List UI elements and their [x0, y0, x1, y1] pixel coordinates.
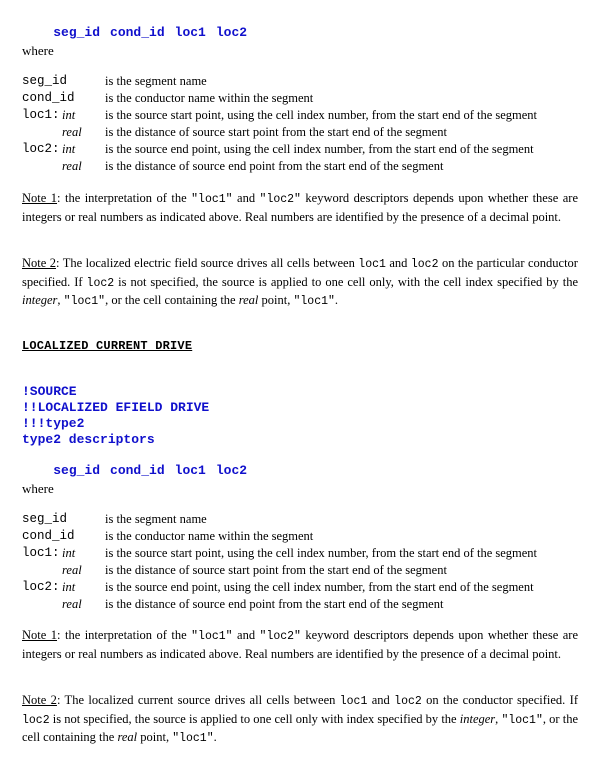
- column-loc1: loc1: [174, 25, 206, 40]
- note-text: , or the cell containing the: [105, 293, 239, 307]
- code-token: loc1: [339, 695, 368, 708]
- note-2-paragraph: [22, 255, 578, 311]
- definition-desc: is the segment name: [105, 74, 207, 88]
- note-label: Note 1: [22, 628, 58, 642]
- definition-desc: is the source start point, using the cell index number, from the start end of the segment: [105, 546, 538, 560]
- column-cond-id: cond_id: [110, 25, 165, 40]
- note-text: , or the cell containing the: [22, 711, 578, 744]
- definition-term: loc2:: [22, 580, 60, 594]
- note-1-paragraph: [22, 190, 578, 225]
- definition-row: [22, 124, 592, 141]
- definition-subtype: real: [62, 597, 82, 611]
- code-token: loc1: [358, 258, 386, 271]
- definition-desc: is the source end point, using the cell index number, from the start end of the segment: [105, 580, 534, 594]
- definition-term: seg_id: [22, 512, 68, 526]
- definition-desc: is the distance of source end point from the start end of the segment: [105, 159, 444, 173]
- note-text: .: [213, 730, 217, 744]
- code-token: "loc1": [191, 193, 233, 206]
- definition-row: [22, 141, 592, 158]
- definition-desc: is the segment name: [105, 512, 207, 526]
- note-text: keyword descriptors depends upon whether these are integers or real numbers as indicated above. Real numbers are identified by the presence of a decimal point.: [22, 191, 578, 224]
- note-text: : The localized current source drives all cells between: [56, 693, 340, 707]
- where-label: where: [22, 43, 54, 58]
- column-seg-id: seg_id: [53, 25, 101, 40]
- code-line-source: !SOURCE: [22, 384, 77, 399]
- definition-row: [22, 579, 592, 596]
- code-token: "loc2": [259, 193, 301, 206]
- column-seg-id: seg_id: [53, 463, 101, 478]
- code-token: loc2: [394, 695, 422, 708]
- code-token: loc2: [22, 713, 50, 727]
- emphasis-text: integer: [22, 293, 58, 307]
- emphasis-text: real: [117, 730, 138, 744]
- code-token: loc2: [86, 276, 115, 290]
- note-2-paragraph: [22, 692, 578, 748]
- definition-desc: is the source start point, using the cell index number, from the start end of the segment: [105, 108, 538, 122]
- note-text: point,: [258, 293, 294, 307]
- definition-term: loc1:: [22, 546, 60, 560]
- definition-desc: is the distance of source start point from the start end of the segment: [105, 563, 447, 577]
- definition-term: loc2:: [22, 142, 60, 156]
- column-cond-id: cond_id: [110, 463, 165, 478]
- section-heading: LOCALIZED CURRENT DRIVE: [22, 339, 193, 353]
- note-label: Note 1: [22, 191, 58, 205]
- definition-desc: is the distance of source end point from the start end of the segment: [105, 597, 444, 611]
- definition-desc: is the conductor name within the segment: [105, 91, 314, 105]
- note-text: : the interpretation of the: [57, 628, 192, 642]
- syntax-columns: [22, 448, 257, 493]
- note-text: on the conductor specified. If: [421, 693, 578, 707]
- note-text: .: [334, 293, 339, 307]
- code-token: "loc2": [259, 630, 301, 643]
- definition-subtype: int: [62, 580, 76, 594]
- column-loc1: loc1: [174, 463, 206, 478]
- emphasis-text: real: [238, 293, 259, 307]
- note-text: on the particular conductor specified. If: [22, 256, 578, 289]
- note-label: Note 2: [22, 256, 57, 270]
- definition-subtype: int: [62, 108, 76, 122]
- definition-term: loc1:: [22, 108, 60, 122]
- definition-row: [22, 107, 592, 124]
- code-line-descriptors: type2 descriptors: [22, 432, 155, 447]
- code-token: "loc1": [501, 713, 543, 727]
- note-text: and: [367, 693, 395, 707]
- definition-row: [22, 528, 592, 545]
- note-text: and: [385, 256, 411, 270]
- column-loc2: loc2: [215, 463, 248, 478]
- code-token: "loc1": [172, 732, 214, 745]
- definition-list: [22, 73, 592, 175]
- definition-row: [22, 562, 592, 579]
- code-token: "loc1": [63, 295, 106, 308]
- definition-desc: is the conductor name within the segment: [105, 529, 314, 543]
- definition-desc: is the source end point, using the cell index number, from the start end of the segment: [105, 142, 534, 156]
- code-token: "loc1": [293, 295, 335, 308]
- code-token: "loc1": [191, 630, 233, 643]
- note-text: keyword descriptors depends upon whether these are integers or real numbers as indicated above. Real numbers are identified by the presence of a decimal point.: [22, 628, 578, 661]
- note-text: and: [232, 191, 260, 205]
- definition-row: [22, 511, 592, 528]
- definition-row: [22, 90, 592, 107]
- definition-term: cond_id: [22, 529, 75, 543]
- definition-subtype: real: [62, 125, 82, 139]
- note-text: ,: [57, 293, 64, 307]
- definition-row: [22, 596, 592, 613]
- note-1-paragraph: [22, 627, 578, 662]
- definition-subtype: int: [62, 142, 76, 156]
- note-text: and: [232, 628, 260, 642]
- definition-list: [22, 511, 592, 613]
- definition-term: cond_id: [22, 91, 75, 105]
- note-text: : the interpretation of the: [57, 191, 192, 205]
- note-text: : The localized electric field source drives all cells between: [56, 256, 359, 270]
- note-text: point,: [137, 730, 173, 744]
- definition-row: [22, 158, 592, 175]
- definition-subtype: real: [62, 159, 82, 173]
- code-line-drive: !!LOCALIZED EFIELD DRIVE: [22, 400, 210, 415]
- definition-row: [22, 545, 592, 562]
- definition-term: seg_id: [22, 74, 68, 88]
- note-text: ,: [495, 711, 502, 726]
- definition-desc: is the distance of source start point from the start end of the segment: [105, 125, 447, 139]
- column-loc2: loc2: [215, 25, 248, 40]
- definition-subtype: real: [62, 563, 82, 577]
- code-line-type: !!!type2: [22, 416, 85, 431]
- syntax-columns: [22, 10, 257, 55]
- definition-row: [22, 73, 592, 90]
- emphasis-text: integer: [459, 711, 496, 726]
- note-text: is not specified, the source is applied to one cell only with index specified by the: [49, 711, 460, 726]
- code-token: loc2: [410, 258, 439, 271]
- note-text: is not specified, the source is applied to one cell only, with the cell index specified by the: [114, 274, 578, 289]
- note-label: Note 2: [22, 693, 57, 707]
- where-label: where: [22, 481, 54, 496]
- definition-subtype: int: [62, 546, 76, 560]
